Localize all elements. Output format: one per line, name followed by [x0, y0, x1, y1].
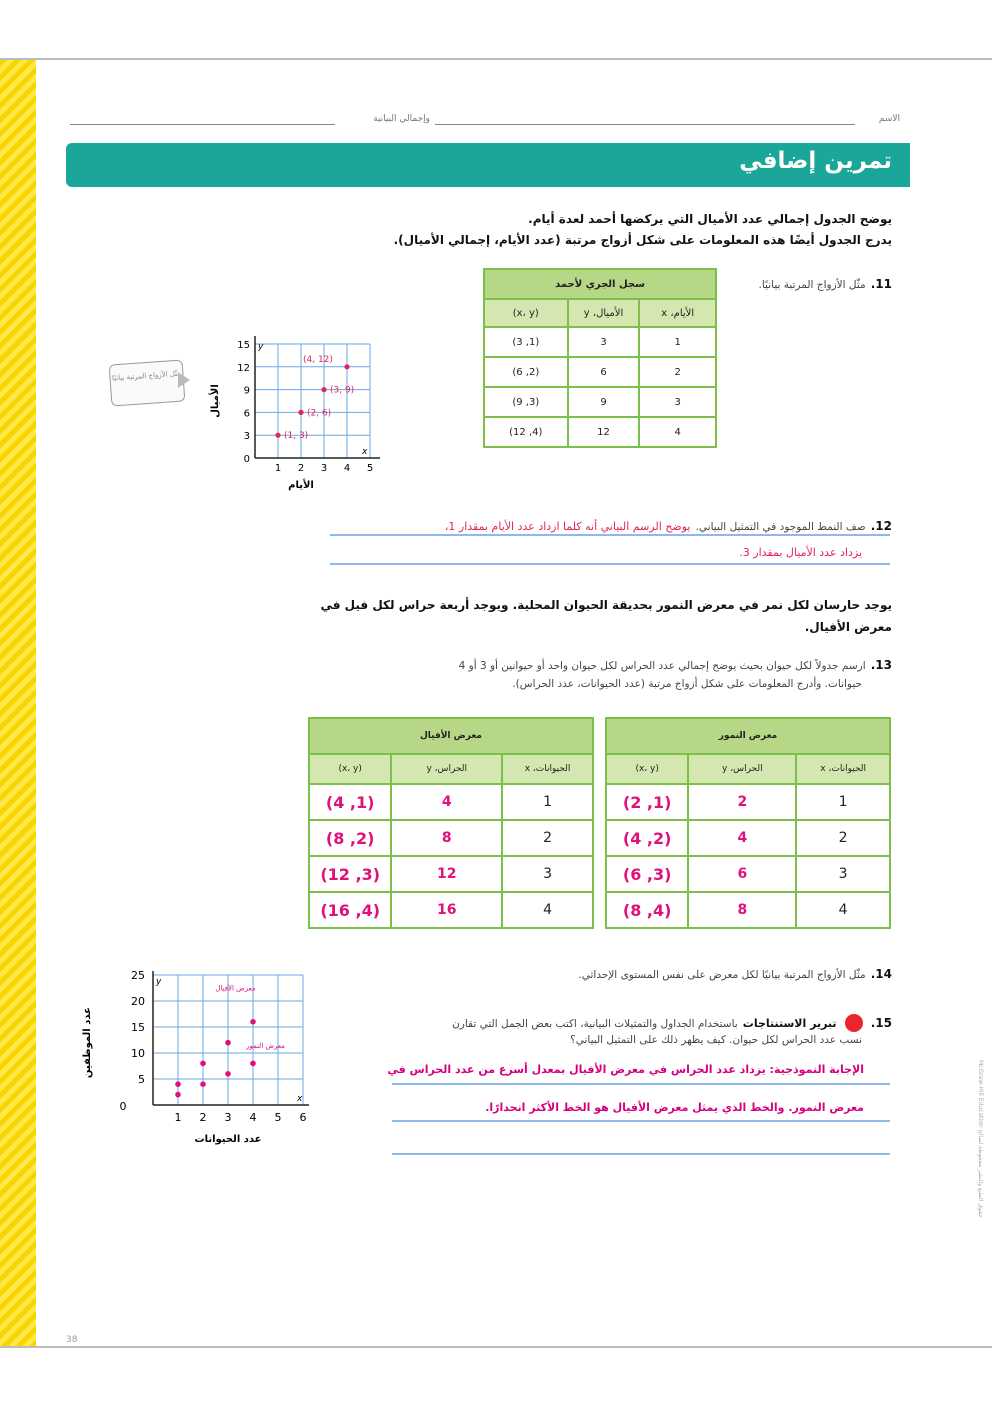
intro1-line2: يدرج الجدول أيضًا هذه المعلومات على شكل أزواج مرتبة (عدد الأيام، إجمالي الأميال). — [393, 233, 892, 247]
elephant-table-header: الحيوانات، x — [502, 754, 593, 784]
table-cell: 2 — [639, 357, 716, 387]
tiger-table-header: الحيوانات، x — [796, 754, 890, 784]
q13 — [92, 654, 892, 673]
table-cell: 12 — [391, 856, 502, 892]
table-cell: 4 — [688, 820, 796, 856]
table-cell: (3, 9) — [484, 387, 568, 417]
data-point — [175, 1092, 181, 1098]
data-point — [275, 433, 280, 438]
x-tick-label: 2 — [199, 1111, 207, 1124]
table-cell: (3, 12) — [309, 856, 391, 892]
data-point — [321, 387, 326, 392]
table-cell: 6 — [568, 357, 640, 387]
q13-line2: حيوانات. وأدرج المعلومات على شكل أزواج مرتبة (عدد الحيوانات، عدد الحراس). — [512, 678, 862, 690]
table-cell: 8 — [391, 820, 502, 856]
y-tick-label: 15 — [237, 340, 250, 351]
tiger-table-header: الحراس، y — [688, 754, 796, 784]
x-axis-letter: x — [362, 447, 368, 457]
table-row — [606, 856, 890, 892]
header-rule-left — [70, 124, 335, 125]
q11 — [722, 273, 892, 292]
answer-line — [330, 563, 890, 565]
q14-number: 14. — [870, 967, 892, 981]
header-rule-right — [435, 124, 855, 125]
x-tick-label: 1 — [274, 463, 282, 474]
table-cell: 3 — [568, 327, 640, 357]
y-tick-label: 15 — [131, 1021, 145, 1034]
y-tick-label: 10 — [131, 1047, 145, 1060]
q15-badge-icon — [845, 1014, 863, 1032]
run-table-header: (x، y) — [484, 299, 568, 327]
answer-line — [330, 534, 890, 536]
table-cell: (1, 4) — [309, 784, 391, 820]
yellow-margin-strip — [0, 60, 36, 1346]
q13-number: 13. — [870, 658, 892, 672]
callout-text: مثّل الأزواج المرتبة بيانيًا — [111, 369, 182, 383]
q12-text: صف النمط الموجود في التمثيل البياني. — [695, 521, 866, 533]
table-row — [309, 784, 593, 820]
x-tick-label: 5 — [274, 1111, 282, 1124]
x-tick-label: 3 — [320, 463, 328, 474]
x-tick-label: 3 — [224, 1111, 232, 1124]
run-log-table — [483, 268, 717, 448]
table-cell: (2, 6) — [484, 357, 568, 387]
q14 — [292, 963, 892, 982]
x-tick-label: 1 — [174, 1111, 182, 1124]
q15-line2: نسب عدد الحراس لكل حيوان. كيف يظهر ذلك على التمثيل البياني؟ — [570, 1034, 862, 1046]
table-row — [484, 417, 716, 447]
intro2-line1: يوجد حارسان لكل نمر في معرض النمور بحديقة الحيوان المحلية. ويوجد أربعة حراس لكل فيل في — [320, 598, 892, 612]
table-cell: 1 — [796, 784, 890, 820]
elephant-table-title: معرض الأفيال — [309, 718, 593, 754]
table-cell: 8 — [688, 892, 796, 928]
point-label: (3, 9) — [330, 385, 355, 396]
run-table-header: الأميال، y — [568, 299, 640, 327]
q15-answer-line1: الإجابة النموذجية: يزداد عدد الحراس في معرض الأفيال بمعدل أسرع من عدد الحراس في — [387, 1063, 864, 1076]
q11-text: مثّل الأزواج المرتبة بيانيًا. — [758, 279, 866, 291]
page-title: تمرين إضافي — [739, 148, 892, 174]
intro2-line2: معرض الأفيال. — [804, 620, 892, 634]
point-label: (1, 3) — [284, 431, 309, 442]
lesson-label: وإجمالي البيانية — [373, 114, 430, 124]
y-tick-label: 3 — [243, 431, 250, 443]
data-point — [250, 1019, 256, 1025]
x-tick-label: 6 — [299, 1111, 307, 1124]
y-axis-letter: y — [156, 977, 162, 987]
q15-answer-line2: معرض النمور. والخط الذي يمثل معرض الأفيال هو الخط الأكثر انحدارًا. — [485, 1101, 864, 1114]
y-tick-label: 20 — [131, 995, 145, 1008]
x-tick-label: 2 — [297, 463, 305, 474]
data-point — [298, 410, 303, 415]
copyright-note: McGraw-Hill Education حقوق الطبع والنشر محفوظة لصالح — [977, 1060, 984, 1218]
table-cell: 4 — [391, 784, 502, 820]
table-cell: 2 — [796, 820, 890, 856]
q15-line1: باستخدام الجداول والتمثيلات البيانية، اكتب بعض الجمل التي تقارن — [452, 1018, 738, 1030]
q15-bold-label: تبرير الاستنتاجات — [742, 1017, 837, 1030]
y-axis-label: عدد الموظفين — [82, 1007, 93, 1079]
data-point — [200, 1081, 206, 1087]
point-label: (2, 6) — [307, 408, 332, 419]
elephant-table-header: (x، y) — [309, 754, 391, 784]
q12-answer-line1: يوضح الرسم البياني أنه كلما ازداد عدد الأيام بمقدار 1، — [444, 520, 691, 533]
data-point — [344, 364, 349, 369]
run-table-header: الأيام، x — [639, 299, 716, 327]
callout-note — [109, 359, 186, 406]
data-point — [175, 1081, 181, 1087]
table-cell: (1, 3) — [484, 327, 568, 357]
table-cell: (4, 8) — [606, 892, 688, 928]
x-axis-label: عدد الحيوانات — [194, 1134, 262, 1145]
q14-text: مثّل الأزواج المرتبة بيانيًا لكل معرض على نفس المستوى الإحداثي. — [578, 969, 866, 981]
table-row — [606, 892, 890, 928]
table-cell: 3 — [502, 856, 593, 892]
elephant-table — [308, 717, 594, 929]
table-row — [484, 357, 716, 387]
tiger-table-title: معرض النمور — [606, 718, 890, 754]
y-tick-label: 6 — [243, 408, 250, 420]
run-chart — [200, 328, 390, 498]
table-cell: (3, 6) — [606, 856, 688, 892]
q11-number: 11. — [870, 277, 892, 291]
table-cell: 3 — [796, 856, 890, 892]
table-cell: 9 — [568, 387, 640, 417]
table-row — [484, 387, 716, 417]
q12 — [292, 515, 892, 534]
x-tick-label: 5 — [366, 463, 374, 474]
answer-line — [392, 1153, 890, 1155]
table-cell: 12 — [568, 417, 640, 447]
data-point — [225, 1071, 231, 1077]
tiger-series-label: معرض النمور — [246, 1041, 285, 1050]
zoo-chart-points — [175, 1019, 256, 1097]
q12-number: 12. — [870, 519, 892, 533]
table-cell: 2 — [502, 820, 593, 856]
q13-line1: ارسم جدولاً لكل حيوان بحيث يوضح إجمالي عدد الحراس لكل حيوان واحد أو حيوانين أو 3 أو 4 — [458, 660, 866, 672]
point-label: (4, 12) — [303, 354, 333, 365]
table-row — [484, 327, 716, 357]
table-cell: (2, 4) — [606, 820, 688, 856]
table-cell: 6 — [688, 856, 796, 892]
run-chart-points — [275, 364, 349, 438]
y-tick-label: 25 — [131, 969, 145, 982]
x-tick-label: 4 — [343, 463, 351, 474]
table-cell: 3 — [639, 387, 716, 417]
y-tick-label: 5 — [138, 1073, 145, 1086]
answer-line — [392, 1120, 890, 1122]
y-tick-label: 12 — [237, 362, 250, 374]
table-row — [606, 784, 890, 820]
x-axis-label: الأيام — [288, 480, 314, 491]
run-table-title: سجل الجري لأحمد — [484, 269, 716, 299]
table-cell: (4, 16) — [309, 892, 391, 928]
q15-number: 15. — [870, 1016, 892, 1030]
table-row — [309, 820, 593, 856]
table-cell: 2 — [688, 784, 796, 820]
callout-arrow-icon — [178, 372, 190, 388]
tiger-table-header: (x، y) — [606, 754, 688, 784]
intro1-line1: يوضح الجدول إجمالي عدد الأميال التي يركضها أحمد لعدة أيام. — [528, 212, 892, 226]
data-point — [225, 1040, 231, 1046]
x-tick-label: 4 — [249, 1111, 257, 1124]
y-tick-label: 0 — [243, 454, 250, 465]
zoo-chart — [78, 965, 307, 1155]
elephant-table-header: الحراس، y — [391, 754, 502, 784]
x-tick-label: 0 — [119, 1100, 127, 1113]
y-tick-label: 9 — [243, 385, 250, 397]
data-point — [250, 1061, 256, 1067]
table-row — [606, 820, 890, 856]
answer-line — [392, 1083, 890, 1085]
table-row — [309, 892, 593, 928]
y-axis-label: الأميال — [210, 384, 221, 418]
table-cell: 4 — [796, 892, 890, 928]
x-axis-letter: x — [297, 1094, 303, 1104]
table-cell: 4 — [502, 892, 593, 928]
tiger-table — [605, 717, 891, 929]
q12-answer-line2: يزداد عدد الأميال بمقدار 3. — [739, 546, 862, 559]
y-axis-letter: y — [258, 342, 264, 352]
q15 — [292, 1012, 892, 1032]
elephant-series-label: معرض الأفيال — [215, 984, 256, 993]
table-row — [309, 856, 593, 892]
table-cell: 16 — [391, 892, 502, 928]
table-cell: (4, 12) — [484, 417, 568, 447]
page-number: 38 — [66, 1335, 78, 1345]
data-point — [200, 1061, 206, 1067]
table-cell: (1, 2) — [606, 784, 688, 820]
name-label: الاسم — [878, 114, 900, 124]
table-cell: 4 — [639, 417, 716, 447]
table-cell: 1 — [639, 327, 716, 357]
table-cell: (2, 8) — [309, 820, 391, 856]
table-cell: 1 — [502, 784, 593, 820]
